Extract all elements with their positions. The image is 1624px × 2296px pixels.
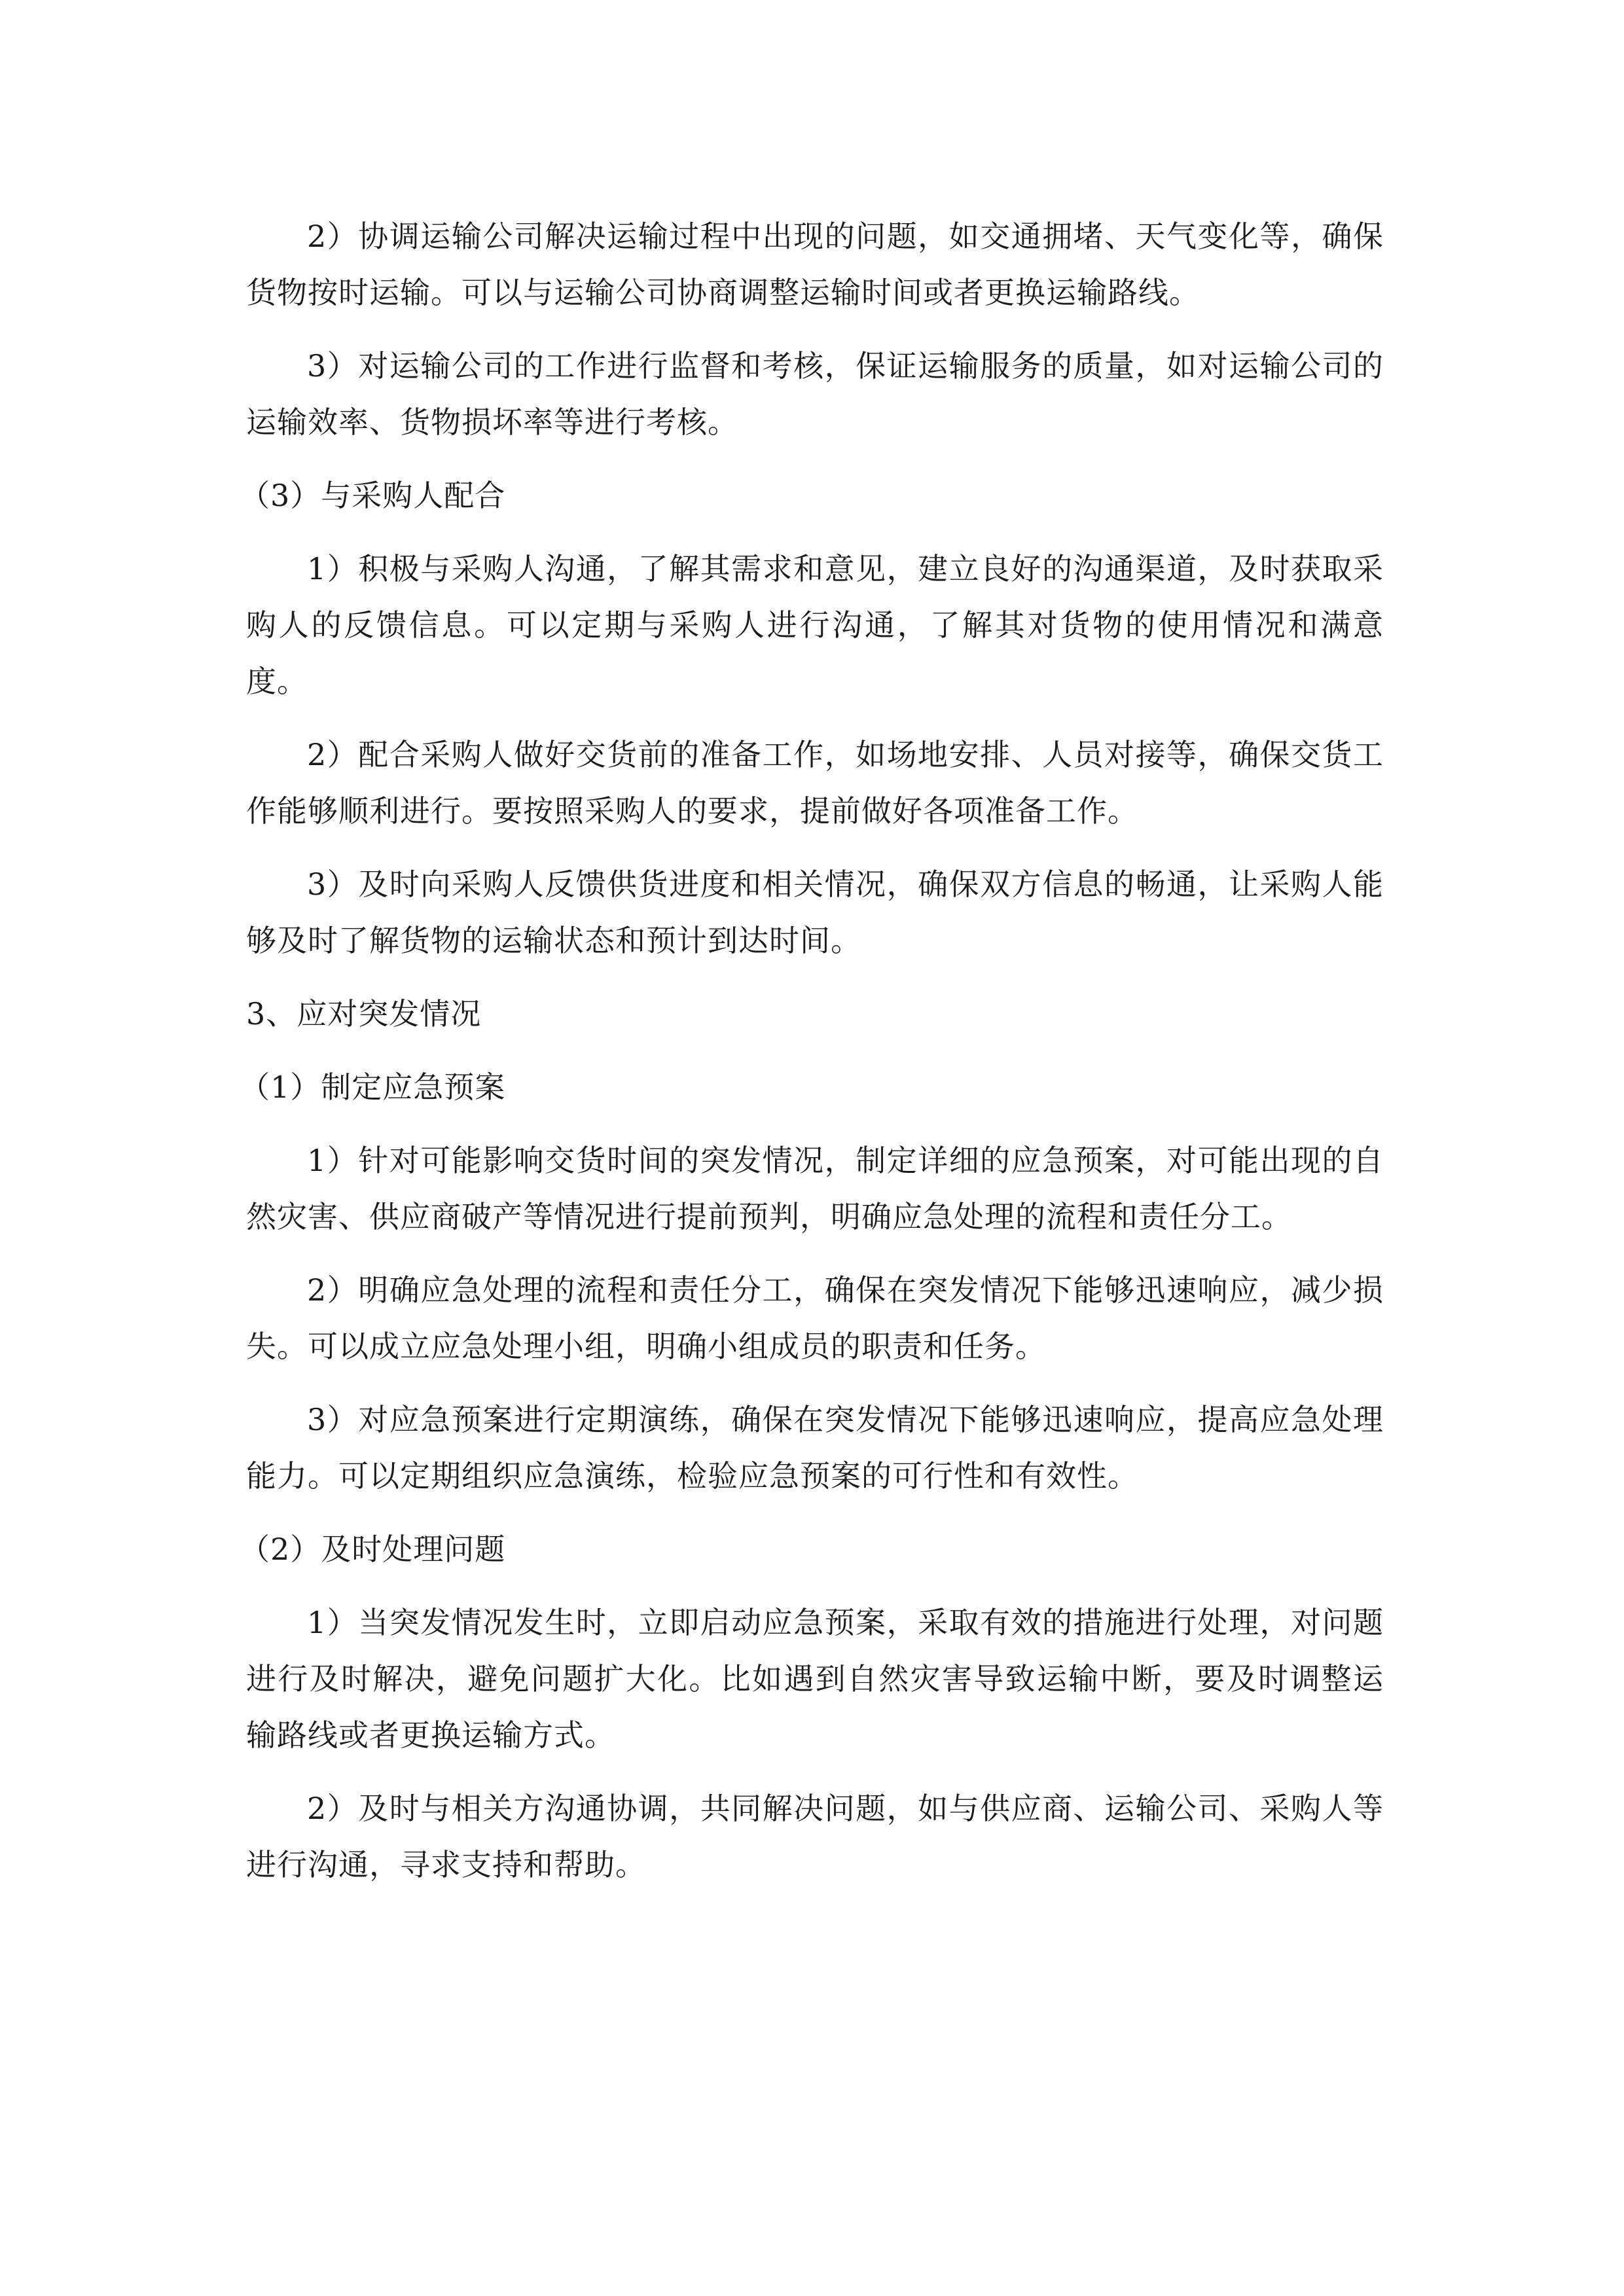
paragraph-coordinate-transport-issues: 2）协调运输公司解决运输过程中出现的问题，如交通拥堵、天气变化等，确保货物按时运输。可以与运输公司协商调整运输时间或者更换运输路线。 — [246, 219, 1384, 310]
section-heading-emergency-plan: （1）制定应急预案 — [240, 1069, 506, 1105]
paragraph-activate-plan: 1）当突发情况发生时，立即启动应急预案，采取有效的措施进行处理，对问题进行及时解决，避免问题扩大化。比如遇到自然灾害导致运输中断，要及时调整运输路线或者更换运输方式。 — [246, 1605, 1384, 1753]
section-heading-cooperate-purchaser: （3）与采购人配合 — [240, 478, 506, 513]
paragraph-drills: 3）对应急预案进行定期演练，确保在突发情况下能够迅速响应，提高应急处理能力。可以定期组织应急演练，检验应急预案的可行性和有效性。 — [246, 1402, 1384, 1494]
paragraph-communicate-purchaser: 1）积极与采购人沟通，了解其需求和意见，建立良好的沟通渠道，及时获取采购人的反馈信息。可以定期与采购人进行沟通，了解其对货物的使用情况和满意度。 — [246, 551, 1384, 699]
paragraph-coordinate-parties: 2）及时与相关方沟通协调，共同解决问题，如与供应商、运输公司、采购人等进行沟通，寻求支持和帮助。 — [246, 1791, 1384, 1882]
paragraph-define-process: 2）明确应急处理的流程和责任分工，确保在突发情况下能够迅速响应，减少损失。可以成立应急处理小组，明确小组成员的职责和任务。 — [246, 1272, 1384, 1364]
paragraph-plan-detail: 1）针对可能影响交货时间的突发情况，制定详细的应急预案，对可能出现的自然灾害、供应商破产等情况进行提前预判，明确应急处理的流程和责任分工。 — [246, 1143, 1384, 1234]
paragraph-prepare-delivery: 2）配合采购人做好交货前的准备工作，如场地安排、人员对接等，确保交货工作能够顺利进行。要按照采购人的要求，提前做好各项准备工作。 — [246, 737, 1384, 829]
section-heading-emergencies: 3、应对突发情况 — [246, 996, 482, 1031]
paragraph-feedback-progress: 3）及时向采购人反馈供货进度和相关情况，确保双方信息的畅通，让采购人能够及时了解货物的运输状态和预计到达时间。 — [246, 867, 1384, 958]
section-heading-handle-problems: （2）及时处理问题 — [240, 1532, 506, 1567]
document-body — [240, 208, 1384, 1910]
paragraph-supervise-transport: 3）对运输公司的工作进行监督和考核，保证运输服务的质量，如对运输公司的运输效率、货物损坏率等进行考核。 — [246, 348, 1384, 440]
